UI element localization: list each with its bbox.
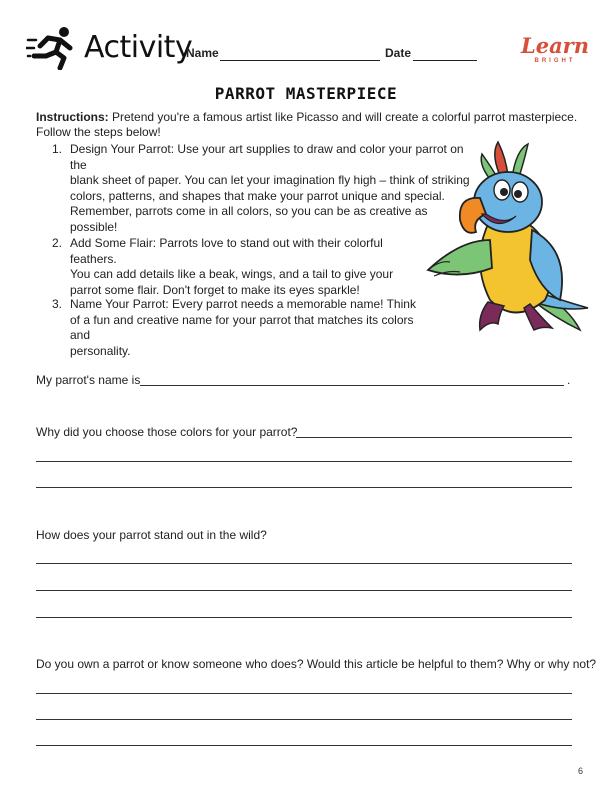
page-title: PARROT MASTERPIECE xyxy=(214,84,398,103)
step-line: colors, patterns, and shapes that make your parrot unique and special. xyxy=(70,188,445,203)
step-line: Add Some Flair: Parrots love to stand out with their colorful feathers. xyxy=(70,236,383,266)
name-label: Name xyxy=(186,46,219,60)
answer-line-stand-out-1[interactable] xyxy=(36,563,572,564)
question-period: . xyxy=(567,373,571,387)
name-field[interactable] xyxy=(220,60,380,61)
logo-wordmark: Learn xyxy=(520,33,590,58)
step-text xyxy=(70,142,472,235)
question-stand-out: How does your parrot stand out in the wild? xyxy=(36,528,267,542)
step-line: Name Your Parrot: Every parrot needs a memorable name! Think xyxy=(70,297,416,311)
question-own-parrot: Do you own a parrot or know someone who does? Would this article be helpful to them? Why or why not? xyxy=(36,657,597,671)
learn-bright-logo xyxy=(520,34,590,70)
step-number: 2. xyxy=(52,236,63,250)
answer-line-colors-3[interactable] xyxy=(36,487,572,488)
step-line: Remember, parrots come in all colors, so you can be as creative as xyxy=(70,204,428,218)
step-text xyxy=(70,297,432,359)
parrot-illustration xyxy=(420,140,590,340)
page-number: 6 xyxy=(578,766,584,776)
instructions-text: Pretend you're a famous artist like Picasso and will create a colorful parrot masterpiece. Follow the steps below! xyxy=(36,110,578,139)
step-line: parrot some flair. Don't forget to make its eyes sparkle! xyxy=(70,282,360,297)
step-line: possible! xyxy=(70,219,118,234)
answer-line-colors-2[interactable] xyxy=(36,461,572,462)
question-colors: Why did you choose those colors for your parrot? xyxy=(36,425,298,439)
step-text xyxy=(70,236,432,298)
answer-line-own-parrot-1[interactable] xyxy=(36,693,572,694)
step-line: Design Your Parrot: Use your art supplies to draw and color your parrot on the xyxy=(70,142,464,172)
step-number: 1. xyxy=(52,142,63,156)
answer-line-parrot-name[interactable] xyxy=(140,385,564,386)
answer-line-stand-out-2[interactable] xyxy=(36,590,572,591)
answer-line-stand-out-3[interactable] xyxy=(36,617,572,618)
step-line: of a fun and creative name for your parrot that matches its colors and xyxy=(70,312,414,342)
step-number: 3. xyxy=(52,297,63,311)
answer-line-own-parrot-3[interactable] xyxy=(36,745,572,746)
logo-subtext: BRIGHT xyxy=(534,58,576,64)
date-label: Date xyxy=(385,46,412,60)
activity-heading: Activity xyxy=(84,30,193,65)
instructions xyxy=(36,110,581,140)
answer-line-colors-1[interactable] xyxy=(296,437,572,438)
step-line: You can add details like a beak, wings, and a tail to give your xyxy=(70,267,394,281)
answer-line-own-parrot-2[interactable] xyxy=(36,719,572,720)
step-line: blank sheet of paper. You can let your imagination fly high – think of striking xyxy=(70,173,470,187)
running-person-icon xyxy=(26,26,76,70)
step-line: personality. xyxy=(70,343,131,358)
date-field[interactable] xyxy=(413,60,477,61)
question-parrot-name: My parrot's name is xyxy=(36,373,141,387)
instructions-lead: Instructions: xyxy=(36,110,109,124)
